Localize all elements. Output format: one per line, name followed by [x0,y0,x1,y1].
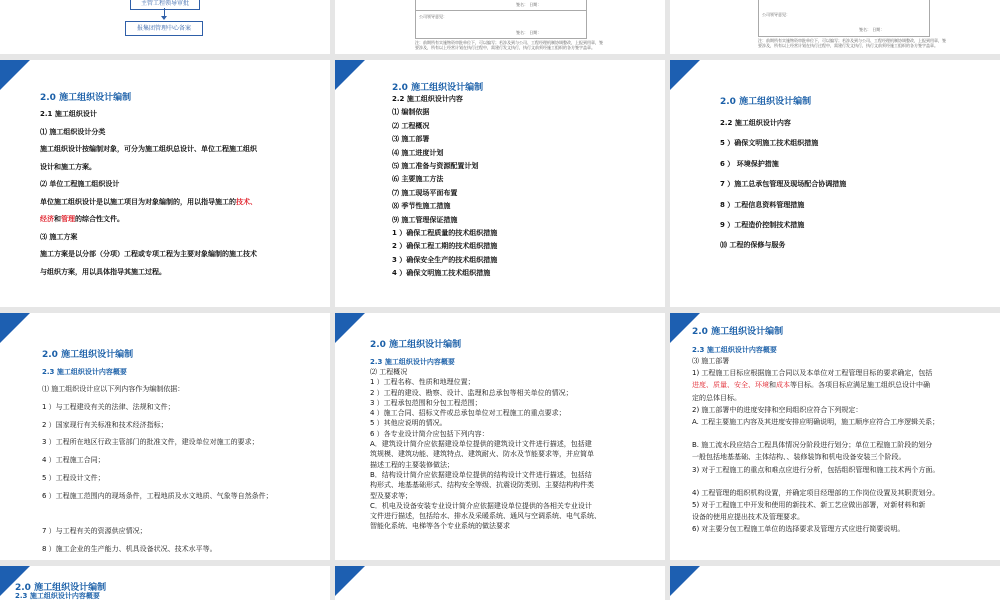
note-line-1: 注：前期所有实施物资审批单位下，可以编写；若涉及到与公司、工程经理机制协调整改，上报到用章，签 [758,38,946,43]
slide-header: 2.0 施工组织设计编制 [370,340,462,350]
subsection-title: ⑵ 单位工程施工组织设计 [40,180,120,188]
list-item: 3 ）确保安全生产的技术组织措施 [392,255,498,264]
leader-opinion-label: 公司领导意见： [762,12,790,17]
slide-2-2-contents-b [670,60,1000,307]
corner-triangle [0,313,30,343]
slide-top-left [0,0,330,54]
corner-triangle [0,60,30,90]
body-line: 1) 工程施工目标应根据施工合同以及本单位对工程管理目标的要求确定，包括 [692,369,933,378]
body-line: A. 工程主要施工内容及其进度安排应明确说明，施工顺序应符合工序逻辑关系； [692,418,940,427]
basis-list [42,381,273,559]
note-line-1: 注：前期所有实施物资审批单位下，可以编写；若涉及到与公司、工程经理机制协调整改，上报到用章，签 [415,40,603,45]
list-item: ⑻ 季节性施工措施 [392,202,451,211]
slide-top-right [670,0,1000,54]
slide-header: 2.0 施工组织设计编制 [15,583,107,593]
list-item: 4 ）确保文明施工技术组织措施 [392,269,491,278]
sign-line-1: 签名： 日期： [516,2,542,7]
body-line: 一般包括地基基础、主体结构、、装修装饰和机电设备安装三个阶段。 [692,453,906,462]
list-item: ⑸ 施工准备与资源配置计划 [392,162,479,171]
list-item: 5 ）其他应说明的情况。 [370,419,447,428]
body-line: 5) 对于工程施工中开发和使用的新技术、新工艺应做出部署，对新材料和新 [692,501,926,510]
body-text: 等目标。各项目标应满足施工组织总设计中确 [790,381,930,390]
list-item: ⑴ 施工组织设计应以下列内容作为编制依据： [42,385,185,393]
slide-bottom-left [0,566,330,600]
flow-arrow-head [161,16,167,20]
highlight-text: 经济 [40,215,54,223]
list-item: 5 ）工程设计文件； [42,473,105,482]
body-text: 单位施工组织设计是以施工项目为对象编制的，用以指导施工的 [40,197,236,206]
form-table [415,0,587,39]
list-item: ⑵ 工程概况 [370,368,408,376]
body-line: 与组织方案，用以具体指导其施工过程。 [40,267,166,276]
body-line: B. 施工流水段应结合工程具体情况分阶段进行划分；单位工程施工阶段的划分 [692,441,933,450]
slide-bottom-right [670,566,1000,600]
body-line: 3) 对于工程施工的重点和难点应进行分析，包括组织管理和施工技术两个方面。 [692,465,940,474]
body-line: 定的总体目标。 [692,393,741,402]
list-item: 5 ）确保文明施工技术组织措施 [720,139,819,148]
body-line: 设备的使用应提出技术及管理要求。 [692,513,804,522]
list-item: 8 ）施工企业的生产能力、机具设备状况、技术水平等。 [42,545,217,554]
list-item: 9 ）工程造价控制技术措施 [720,221,805,230]
body-line: 6) 对主要分包工程施工单位的选择要求及管理方式应进行简要说明。 [692,525,905,534]
list-item: ⑽ 工程的保修与服务 [720,241,786,250]
corner-triangle [335,566,365,596]
list-item: ⑶ 施工部署 [392,135,430,144]
list-item: ⑵ 工程概况 [392,121,430,130]
list-item: ⑷ 施工进度计划 [392,148,444,157]
list-item: 2.2 施工组织设计内容 [392,95,463,103]
slide-subheader: 2.3 施工组织设计内容概要 [42,368,127,376]
list-item: ⑴ 编制依据 [392,108,430,117]
corner-triangle [335,60,365,90]
corner-triangle [335,313,365,343]
section-title: 2.1 施工组织设计 [40,110,97,118]
highlight-text: 管理 [61,215,75,223]
form-table [758,0,930,37]
leader-opinion-label: 公司领导意见： [419,14,447,19]
slide-subheader: 2.3 施工组织设计内容概要 [692,346,777,354]
table-divider [416,10,586,11]
subsection-title: ⑶ 施工方案 [40,232,78,241]
slide-subheader: 2.3 施工组织设计内容概要 [370,358,455,366]
slide-body [40,106,257,281]
body-line: 施工组织设计按编制对象，可分为施工组织总设计、单位工程施工组织 [40,145,257,153]
body-text: 的综合性文件。 [75,215,124,223]
list-item: 3 ）工程所在地区行政主管部门的批准文件，建设单位对施工的要求； [42,438,259,447]
sign-line: 签名： 日期： [859,27,885,32]
list-item: 1 ）确保工程质量的技术组织措施 [392,229,498,238]
body-text: 和 [54,215,61,223]
list-item: 2 ）工程的建设、勘察、设计、监理和总承包等相关单位的情况； [370,388,573,397]
blank-line [692,476,939,487]
slide-2-1-classification [0,60,330,307]
subsection-title: ⑶ 施工部署 [692,357,730,365]
body-line [40,211,257,229]
list-item: 筑规模、建筑功能、建筑特点、建筑耐火、防水及节能要求等，并应简单 [370,450,594,459]
highlight-text: 进度、质量、安全、环境 [692,381,769,390]
blank-line [692,428,939,439]
slide-header: 2.0 施工组织设计编制 [692,327,784,337]
list-item: 7 ）与工程有关的资源供应情况； [42,527,147,536]
list-item: 4 ）施工合同、招标文件或总承包单位对工程施工的重点要求； [370,409,566,418]
slide-2-3-deployment [670,313,1000,560]
note-line-2: 要涉及，所有以上经营计划在执行过程中，需建行发文执行，执行文前须经施工组织的各方签字盖章。 [758,43,938,48]
list-item: ⑼ 施工管理保证措施 [392,215,458,224]
slide-subheader: 2.3 施工组织设计内容概要 [15,592,100,600]
overview-list [370,367,601,532]
list-item: 3 ）工程承包范围和分包工程范围； [370,398,482,407]
body-line [40,194,257,212]
highlight-text: 成本 [776,381,790,390]
flow-box-approve-label: 主管工程领导审批 [140,0,189,7]
slide-header: 2.0 施工组织设计编制 [42,350,134,360]
corner-triangle [670,60,700,90]
list-item: 文件进行描述，包括给水、排水及采暖系统、通风与空调系统、电气系统、 [370,512,601,521]
list-item: 6 ） 环境保护措施 [720,159,779,168]
list-item: 6 ）各专业设计简介应包括下列内容： [370,429,489,438]
deployment-body [692,355,939,536]
list-item [42,506,273,524]
subsection-title: ⑴ 施工组织设计分类 [40,127,106,136]
list-item: C．机电及设备安装专业设计简介应依据建设单位提供的各相关专业设计 [370,501,592,510]
body-text: 和 [769,381,776,390]
body-line: 设计和施工方案。 [40,162,96,171]
list-item: ⑹ 主要施工方法 [392,175,444,184]
flow-box-record-label: 报集团管理中心备案 [136,25,191,32]
body-line: 2) 施工部署中的进度安排和空间组织应符合下列规定： [692,405,863,414]
list-item: 型及要求等； [370,491,412,500]
list-item: 1 ）工程名称、性质和地理位置； [370,378,475,387]
slide-header: 2.0 施工组织设计编制 [392,83,484,93]
contents-list [392,93,497,281]
list-item: B．结构设计简介应依据建设单位提供的结构设计文件进行描述，包括结 [370,470,592,479]
note-line-2: 要涉及，所有以上经营计划在执行过程中，需建行发文执行，执行文前须经施工组织的各方签字盖章。 [415,45,595,50]
list-item: ⑺ 施工现场平面布置 [392,188,458,197]
list-item: 2.2 施工组织设计内容 [720,119,791,127]
slide-2-3-overview [335,313,665,560]
list-item: 4 ）工程施工合同； [42,456,105,465]
list-item: A．建筑设计简介应依据建设单位提供的建筑设计文件进行描述，包括建 [370,440,592,449]
slide-top-middle [335,0,665,54]
list-item: 8 ）工程信息资料管理措施 [720,200,805,209]
slide-header: 2.0 施工组织设计编制 [40,93,132,103]
slide-header: 2.0 施工组织设计编制 [720,97,812,107]
body-line: 施工方案是以分部（分项）工程或专项工程为主要对象编制的施工技术 [40,250,257,258]
list-item: 6 ）工程施工范围内的现场条件，工程地质及水文地质、气象等自然条件； [42,491,273,500]
list-item: 智能化系统、电梯等各个专业系统的做法要求 [370,522,510,531]
list-item: 2 ）国家现行有关标准和技术经济指标； [42,420,168,429]
slide-bottom-middle [335,566,665,600]
slide-2-3-basis [0,313,330,560]
slide-2-2-contents-a [335,60,665,307]
highlight-text: 技术、 [236,197,257,206]
body-line: 4) 工程管理的组织机构设置，并确定项目经理部的工作岗位设置及其职责划分。 [692,488,940,497]
list-item: 描述工程的主要装修做法； [370,460,454,469]
flow-box-approve [130,0,200,10]
contents-list [720,113,846,256]
list-item: 1 ）与工程建设有关的法律、法规和文件； [42,402,175,411]
sign-line-2: 签名： 日期： [516,30,542,35]
list-item: 构形式、地基基础形式、结构安全等级、抗震设防类别、主要结构构件类 [370,481,594,490]
body-line [692,379,939,391]
list-item: 2 ）确保工程工期的技术组织措施 [392,242,498,251]
flow-box-record [125,21,203,36]
corner-triangle [670,566,700,596]
list-item: 7 ）施工总承包管理及现场配合协调措施 [720,180,847,189]
